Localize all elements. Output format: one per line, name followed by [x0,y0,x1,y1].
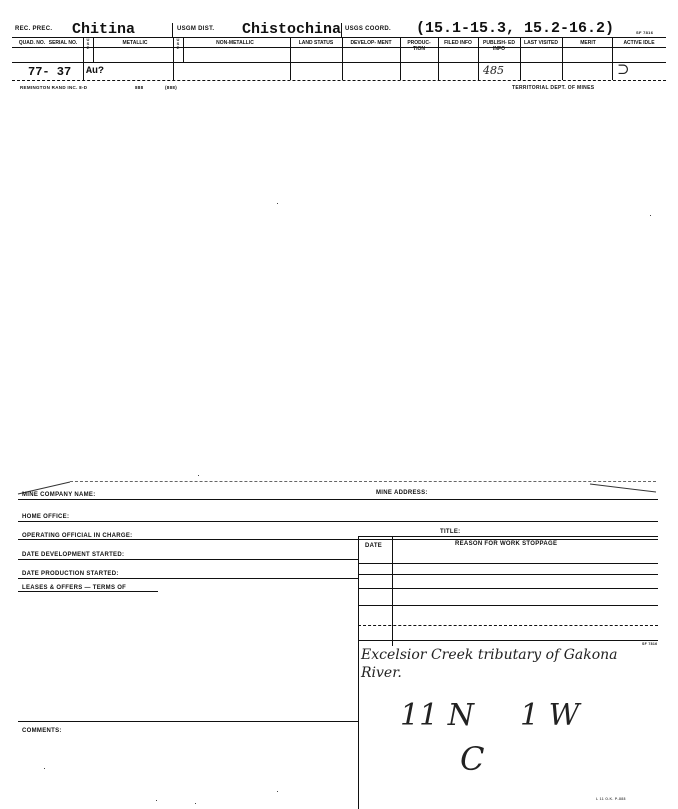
form-line [18,499,658,500]
date-column-label: DATE [365,543,383,549]
handwritten-location-line-1: Excelsior Creek tributary of Gakona [361,647,618,663]
quad-serial-value: 77- 37 [28,65,72,79]
col-use-2: U S E [176,37,180,50]
date-production-label: DATE PRODUCTION STARTED: [22,571,119,577]
footer-code: 888 [135,85,144,90]
col-development: DEVELOP- MENT [350,40,392,46]
comments-label: COMMENTS: [22,728,62,734]
form-line [18,591,158,592]
usgm-dist-label: USGM DIST. [177,26,215,32]
divider [478,37,479,80]
form-line [358,563,658,564]
mine-company-label: MINE COMPANY NAME: [22,492,96,498]
form-line [358,625,658,626]
form-line [18,721,358,722]
form-line [18,578,358,579]
form-code-bottom: SF 7816 [642,642,658,646]
handwritten-range: 1 W [520,698,580,733]
active-idle-mark: ⊃ [617,60,630,78]
divider [342,37,343,80]
divider [520,37,521,80]
card-top-line-4 [12,80,666,81]
form-code: SF 7816 [636,30,654,35]
divider [172,23,173,38]
form-line [358,588,658,589]
col-non-metallic: NON-METALLIC [216,40,254,46]
footer-right-text: TERRITORIAL DEPT. OF MINES [512,85,595,91]
form-line [358,640,658,641]
home-office-label: HOME OFFICE: [22,514,70,520]
form-line [358,605,658,606]
divider [183,37,184,62]
card-top-line-2 [12,47,666,48]
form-line [18,539,658,540]
handwritten-meridian: C [460,740,485,778]
reason-column-label: REASON FOR WORK STOPPAGE [455,541,558,547]
card-top-line-3 [12,62,666,63]
divider [562,37,563,80]
col-quad: QUAD. NO. [18,40,46,46]
top-index-card [0,0,678,100]
card-edge-slant [0,470,678,510]
form-line [18,521,658,522]
operating-official-label: OPERATING OFFICIAL IN CHARGE: [22,533,133,539]
rec-prec-value: Chitina [72,21,136,38]
divider [438,37,439,80]
mine-address-label: MINE ADDRESS: [376,490,428,496]
usgs-coord-value: (15.1-15.3, 15.2-16.2) [416,20,615,37]
date-development-label: DATE DEVELOPMENT STARTED: [22,552,125,558]
divider [612,37,613,80]
col-active-idle: ACTIVE IDLE [623,40,655,46]
bottom-index-card [0,470,678,809]
rec-prec-label: REC. PREC. [15,26,53,32]
published-info-value: 485 [483,64,504,77]
tiny-footer: L 11 O.K. P-888 [596,797,626,801]
col-metallic: METALLIC [122,40,148,46]
footer-left-text: REMINGTON RAND INC. 8-D [20,85,88,90]
col-filed-info: FILED INFO [444,40,472,46]
usgs-coord-label: USGS COORD. [345,26,391,32]
usgm-dist-value: Chistochina [242,21,342,38]
divider [400,37,401,80]
handwritten-township: 11 N [400,698,474,733]
scan-speck [650,215,651,216]
divider [83,37,84,80]
title-label: TITLE: [440,529,461,535]
form-line [18,559,358,560]
leases-label: LEASES & OFFERS — TERMS OF [22,585,127,591]
handwritten-location-line-2: River. [361,665,402,681]
divider [341,23,342,38]
footer-code-2: (888) [165,85,178,90]
col-serial: SERIAL NO. [48,40,78,46]
divider [93,37,94,62]
divider [173,37,174,80]
col-production: PRODUC- TION [407,40,431,52]
scan-speck [277,203,278,204]
divider [290,37,291,80]
table-divider [358,536,359,809]
col-merit: MERIT [580,40,596,46]
table-divider [392,536,393,646]
form-line [358,536,658,537]
form-line [358,574,658,575]
col-use-1: U S E [86,37,90,50]
col-published-info: PUBLISH- ED INFO [483,40,515,52]
col-land-status: LAND STATUS [298,40,334,46]
col-last-visited: LAST VISITED [524,40,558,46]
metallic-value: Au? [86,66,105,77]
